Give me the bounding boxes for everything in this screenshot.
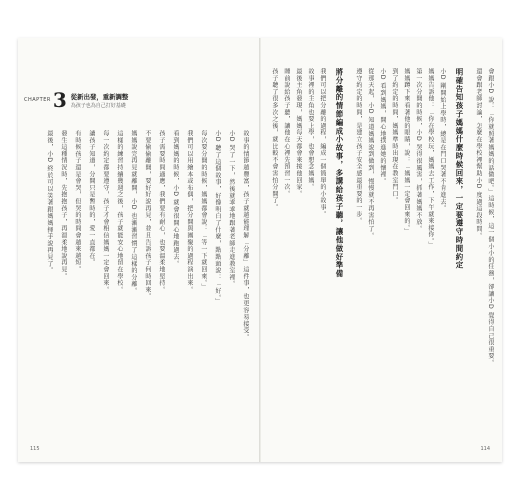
text-column: 還會跟老師討論，怎麼在學校裡幫助小D 度過這段時間。 [475, 68, 482, 240]
chapter-titles [71, 92, 129, 109]
text-column: 媽媽告訴他：「你在學校玩，媽媽去工作，下午就來接你。」 [427, 68, 434, 249]
text-column: 遵守約定的時間，是建立孩子安全感最重要的一步。 [355, 68, 362, 225]
section-heading: 明確告知孩子媽媽什麼時候回來，一定要遵守時間約定 [455, 68, 464, 270]
text-column: 孩子需要時間適應，我們要有耐心，也要溫柔地堅持。 [158, 130, 165, 294]
text-column: 這樣的練習持續幾週之後，孩子就能安心地留在學校。 [116, 130, 123, 294]
text-column: 孩子聽了很多次之後，就比較不會害怕分開了。 [271, 68, 278, 211]
text-column: 我們可以用繪本或布偶，把分開與團聚的過程演出來。 [186, 130, 193, 294]
text-column: 從那天起，小D 知道媽媽說到做到，慢慢就不再害怕了。 [367, 68, 374, 240]
text-column: 第一次分開的時候，小D 哭得很厲害，抓著媽媽不放。 [415, 68, 422, 233]
left-page [18, 38, 259, 462]
text-column: 媽媽說完再見就離開，小D 也漸漸習慣了這樣的分離。 [130, 130, 137, 295]
text-column: 讓孩子知道，分開只是暫時的，愛一直都在。 [88, 130, 95, 266]
chapter-header [24, 90, 128, 110]
chapter-subtitle: 為孩子也為自己打好基礎 [70, 102, 126, 109]
text-column: 故事裡的主角也要上學，也會想念媽媽。 [307, 68, 314, 191]
text-column: 最後，小D 終於可以笑著跟媽媽揮手說再見了。 [46, 130, 53, 274]
chapter-label: CHAPTER [24, 97, 51, 103]
text-column: 小D 哭了一下，然後就乖乖地跟著老師走進教室裡。 [228, 130, 235, 288]
text-column: 最後主角發現，媽媽每天都會來接他回家。 [295, 68, 302, 198]
text-column: 每次要分開的時候，媽媽都會說：「等一下就回來。」 [200, 130, 207, 291]
text-column: 看到媽媽的時候，小D 就會很開心地跑過去。 [172, 130, 179, 268]
text-column: 有時候孩子還是會哭，但哭的時間會越來越短。 [74, 130, 81, 273]
text-column: 小D 剛開始上學時，總是在門口哭著不肯進去。 [439, 68, 446, 212]
text-column: 媽媽蹲下來看著他的眼睛，說：「媽媽一定會回來的。」 [403, 68, 410, 235]
chapter-title: 從新出發，重新調整 [70, 92, 129, 101]
text-column: 小D 聽了這個故事，好像明白了什麼，點點頭說：「好。」 [214, 130, 221, 305]
text-column: 小D 看到媽媽，開心地撲進她的懷裡。 [379, 68, 386, 185]
right-page [261, 38, 502, 462]
page-number: 114 [480, 446, 490, 452]
text-column: 不要偷偷離開，要好好說再見，並且告訴孩子何時回來。 [144, 130, 151, 300]
text-column: 會跟小D 說：「你就照著媽媽的話做吧。」這時候，這一個小小的任務，卻讓小D 覺得自己很重要。 [487, 68, 494, 367]
section-heading: 將分離的情節編成小故事，多講給孩子聽，讓他做好準備 [335, 68, 344, 278]
chapter-number: 3 [52, 88, 67, 112]
book-spread [18, 38, 502, 462]
text-column: 發生這種情況時，先抱抱孩子，再溫柔地說再見。 [60, 130, 67, 280]
text-column: 每一次約定都要遵守，孩子才會相信媽媽一定會回來。 [102, 130, 109, 294]
text-column: 我們可以把分離的過程，編成一個簡單的小故事。 [319, 68, 326, 218]
text-column: 睡前說給孩子聽，讓他在心裡先預習一次。 [283, 68, 290, 198]
text-column: 故事的情節越豐富，孩子就越能理解「分離」這件事，也更容易接受。 [242, 130, 249, 341]
text-column: 到了約定的時間，媽媽準時出現在教室門口。 [391, 68, 398, 204]
page-number: 115 [30, 446, 40, 452]
